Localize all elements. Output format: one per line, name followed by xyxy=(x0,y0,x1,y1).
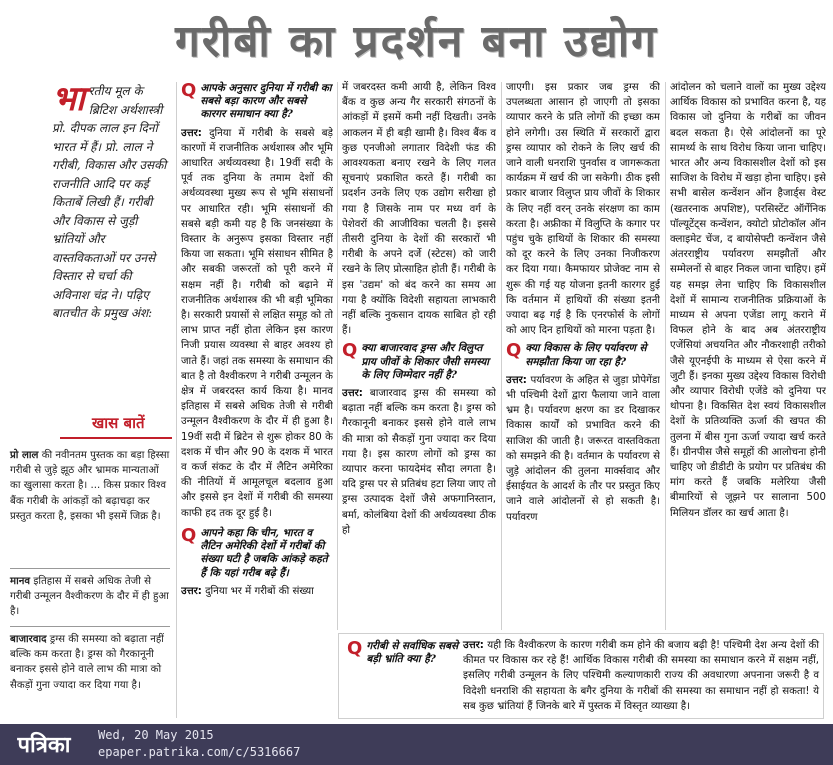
question-text: क्या विकास के लिए पर्यावरण से समझौता किया जा रहा है? xyxy=(525,342,647,368)
column-rule xyxy=(501,82,502,630)
page-title: गरीबी का प्रदर्शन बना उद्योग xyxy=(175,16,658,67)
bottom-qa-box xyxy=(338,633,824,719)
khas-item xyxy=(10,574,170,620)
question xyxy=(347,640,459,666)
question-icon: Q xyxy=(347,638,363,659)
question-text: गरीबी से सर्वाधिक सबसे बड़ी भ्रांति क्या है? xyxy=(366,640,459,666)
edition-date: Wed, 20 May 2015 xyxy=(98,728,214,742)
column-rule xyxy=(337,82,338,630)
answer-text: बाजारवाद ड्रग्स की समस्या को बढ़ाता नहीं बल्कि कम करता है। ड्रग्स को गैरकानूनी बनाकर इससे होने वाले लाभ की मात्रा को सैकड़ों गुना ज्यादा कर दिया गया है। इस कारण लोगों को ड्रग्स का व्यापार करना फायदेमंद सौदा लगता है। यदि ड्रग्स पर से प्रतिबंध हटा लिया जाए तो ड्रग्स उत्पादक देशों जैसे अफगानिस्तान, बर्मा, कोलंबिया देशों की अर्थव्यवस्था ठीक हो xyxy=(342,388,496,536)
khas-baatein-title: खास बातें xyxy=(92,414,145,432)
answer xyxy=(463,638,819,714)
answer-label: उत्तर: xyxy=(342,388,363,400)
question xyxy=(506,342,660,368)
khas-item xyxy=(10,632,170,693)
question xyxy=(181,524,333,580)
answer-label: उत्तर: xyxy=(463,640,484,651)
column-2 xyxy=(181,80,333,720)
question-icon: Q xyxy=(181,524,197,546)
answer-label: उत्तर: xyxy=(181,127,202,139)
question-text: आपने कहा कि चीन, भारत व लैटिन अमेरिकी देशों में गरीबों की संख्या घटी है जबकि आंकड़े कहते हैं कि यहां गरीब बढ़े हैं। xyxy=(200,526,328,579)
column-rule xyxy=(176,82,177,718)
column-rule xyxy=(665,82,666,630)
dropcap: भा xyxy=(52,82,85,119)
question-text: क्या बाजारवाद ड्रग्स और विलुप्त प्राय जीवों के शिकार जैसी समस्या के लिए जिम्मेदार नहीं है? xyxy=(361,342,489,381)
footer-bar xyxy=(0,724,833,765)
intro-text xyxy=(52,82,170,323)
khas-item xyxy=(10,448,170,524)
khas-item-keyword: मानव xyxy=(10,576,31,587)
answer-continued: जाएगी। इस प्रकार जब ड्रग्स की उपलब्धता आसान हो जाएगी तो इसका व्यापार करने के प्रति लोगों की इच्छा कम होने लगेगी। उस स्थिति में सरकारों द्वारा ड्रग्स व्यापार को रोकने के लिए खर्च की जाने वाली धनराशि पुनर्वास व जागरूकता कार्यक्रम में खर्च की जा सकेगी। ठीक इसी प्रकार बाजार विलुप्त प्राय जीवों के शिकार के लिए नहीं वरन् उनके संरक्षण का काम करता है। अफ्रीका में विलुप्ति के कगार पर पहुंच चुके हाथियों के शिकार की समस्या को दूर करने के लिए उनका निजीकरण कर दिया गया। कैमफायर प्रोजेक्ट नाम से शुरू की गई यह योजना इतनी कारगर हुई कि वर्तमान में हाथियों की संख्या इतनी ज्यादा बढ़ गई है कि एनरफोर्स के लोगों को आए दिन हाथियों को मारना पड़ता है। xyxy=(506,82,660,337)
khas-item-text: की नवीनतम पुस्तक का बड़ा हिस्सा गरीबी से जुड़े झूठ और भ्रामक मान्यताओं का खुलासा करता है। ... किस प्रकार विश्व बैंक गरीबी के आंकड़ों को बढ़ाचढ़ा कर प्रस्तुत करता है, इसका भी इसमें जिक्र है। xyxy=(10,450,170,522)
answer xyxy=(506,373,660,525)
answer-text: पर्यावरण के अहित से जुड़ा प्रोपेगेंडा भी पश्चिमी देशों द्वारा फैलाया जाने वाला भ्रम है। पर्यावरण क्षरण का डर दिखाकर विकास कार्यों को प्रभावित करने की साजिश की जाती है। जरूरत वास्तविकता को समझने की है। वर्तमान के पर्यावरण से जुड़े आंदोलन की तुलना मार्क्सवाद और ईसाईयत के आदर्श के तौर पर प्रस्तुत किए जाने वाले आंदोलनों से हो सकती है। पर्यावरण xyxy=(506,374,660,523)
headline-bar xyxy=(0,0,833,78)
question-text: आपके अनुसार दुनिया में गरीबी का सबसे बड़ा कारण और सबसे कारगर समाधान क्या है? xyxy=(200,82,332,121)
question xyxy=(181,82,333,122)
answer xyxy=(342,386,496,538)
khas-item-keyword: बाजारवाद xyxy=(10,634,47,645)
column-5 xyxy=(670,80,826,630)
khas-item-text: इतिहास में सबसे अधिक तेजी से गरीबी उन्मूलन वैश्वीकरण के दौर में ही हुआ है। xyxy=(10,576,169,618)
answer-text: दुनिया भर में गरीबों की संख्या xyxy=(205,585,314,597)
question-icon: Q xyxy=(506,340,522,362)
column-4 xyxy=(506,80,660,630)
answer xyxy=(181,584,333,599)
khas-item-text: ड्रग्स की समस्या को बढ़ाता नहीं बल्कि कम करता है। ड्रग्स को गैरकानूनी बनाकर इससे होने वाले लाभ की मात्रा को सैकड़ों गुना ज्यादा कर दिया गया है। xyxy=(10,634,164,691)
column-3 xyxy=(342,80,496,630)
answer-text: दुनिया में गरीबी के सबसे बड़े कारणों में राजनीतिक अर्थशास्त्र और भूमि आधारित अर्थव्यवस्था है। 19वीं सदी के पूर्व तक दुनिया के तमाम देशों की अर्थव्यवस्था मुख्य रूप से भूमि संसाधनों पर आधारित रही। भूमि संसाधनों की सबसे बड़ी कमी यह है कि जनसंख्या के विस्तार के अनुरूप इसका विस्तार नहीं किया जा सकता। भूमि संसाधन सीमित है और सबकी जरूरतों को पूरी करने में सक्षम नहीं है। गरीबी को बढ़ाने में राजनीतिक अर्थशास्त्र की भी बड़ी भूमिका है। सरकारी प्रयासों से लक्षित समूह को तो लाभ प्राप्त नहीं होता लेकिन इस कारण निजी प्रयास व्यवस्था से बाहर अवश्य हो जाते हैं। जहां तक समस्या के समाधान की बात है तो वैश्वीकरण ने गरीबी उन्मूलन के क्षेत्र में जबरदस्त कार्य किया है। मानव इतिहास में सबसे अधिक तेजी से गरीबी उन्मूलन वैश्वीकरण के दौर में ही हुआ है। 19वीं सदी में ब्रिटेन से शुरू होकर 80 के दशक में चीन और 90 के दशक में भारत व कर्ज संकट के दौर में लैटिन अमेरिका की नीतियों में आमूलचूल बदलाव हुआ और इससे इन देशों में गरीबी की समस्या काफी हद तक दूर हुई है। xyxy=(181,127,333,519)
answer-text: यही कि वैश्वीकरण के कारण गरीबी कम होने की बजाय बढ़ी है! पश्चिमी देश अन्य देशों की कीमत पर विकास कर रहे हैं! आर्थिक विकास गरीबी की समस्या का समाधान करने में सक्षम नहीं, इसलिए गरीबी उन्मूलन के लिए पश्चिमी कल्याणकारी राज्य की अवधारणा अपनाना जरूरी है व विदेशी धनराशि की सहायता के बगैर दुनिया के गरीबों की समस्या का समाधान नहीं हो सकता! ये सब कुछ भ्रांतियां हैं जिनके बारे में पुस्तक में विस्तृत व्याख्या है। xyxy=(463,640,819,712)
answer-label: उत्तर: xyxy=(181,585,202,597)
answer-continued: में जबरदस्त कमी आयी है, लेकिन विश्व बैंक व कुछ अन्य गैर सरकारी संगठनों के आंकड़ों में इसमें कमी नहीं दिखती। उनके आकलन में ही बड़ी खामी है। विश्व बैंक व कुछ एनजीओ लगातार विदेशी फंड की आवश्यकता बनाए रखने के लिए गलत सूचनाएं प्रकाशित करते हैं। गरीबी का प्रदर्शन उनके लिए एक उद्योग सरीखा हो गया है जिसके नाम पर मध्य वर्ग के पेशेवरों की आजीविका चलती है। इससे तीसरी दुनिया के देशों की सरकारों भी गरीबी के अपने दर्जे (स्टेटस) को जारी रखने के लिए प्रोत्साहित होती हैं। गरीबी के इस 'उद्यम' को बंद करने का समय आ गया है क्योंकि विदेशी सहायता लाभकारी नहीं बल्कि नुकसान दायक साबित हो रही हैं। xyxy=(342,82,496,337)
patrika-logo[interactable]: पत्रिका xyxy=(17,732,71,758)
intro-body: रतीय मूल के ब्रिटिश अर्थशास्त्री प्रो. दीपक लाल इन दिनों भारत में हैं। प्रो. लाल ने गरीबी, विकास और उसकी राजनीति आदि पर कई किताबें लिखी हैं। गरीबी और विकास से जुड़ी भ्रांतियों और वास्तविकताओं पर उनसे विस्तार से चर्चा की अविनाश चंद्र ने। पढ़िए बातचीत के प्रमुख अंश: xyxy=(52,84,167,320)
answer-label: उत्तर: xyxy=(506,374,527,386)
khas-item-keyword: प्रो लाल xyxy=(10,450,39,461)
answer xyxy=(181,126,333,521)
question-icon: Q xyxy=(181,80,197,101)
divider xyxy=(10,568,170,569)
divider xyxy=(10,626,170,627)
epaper-link[interactable]: epaper.patrika.com/c/5316667 xyxy=(98,745,301,759)
khas-baatein-underline xyxy=(60,437,172,439)
question-icon: Q xyxy=(342,340,358,362)
answer-continued: आंदोलन को चलाने वालों का मुख्य उद्देश्य आर्थिक विकास को प्रभावित करना है, यह विकास जो दुनिया के गरीबों का जीवन बदल सकता है। ऐसे आंदोलनों का पूरे सामर्थ्य के साथ विरोध किया जाना चाहिए। भारत और अन्य विकासशील देशों को इस साजिश के विरोध में खड़ा होना चाहिए। इसे सभी बासेल कन्वेंशन ऑन हैजार्ड्स वेस्ट (खतरनाक अपशिष्ट), परसिस्टेंट ऑर्गेनिक पॉल्यूटेंट्स कन्वेंशन, क्योटो प्रोटोकॉल ऑन क्लाइमेट चेंज, द बायोसेफ्टी कन्वेंशन जैसे अंतरराष्ट्रीय पर्यावरण समझौतों और सम्मेलनों से बाहर निकल जाना चाहिए। हमें यह समझ लेना चाहिए कि विकासशील देशों में सामान्य राजनीतिक प्रक्रियाओं के माध्यम से अपना एजेंडा लागू कराने में विफल होने के बाद अब अंतरराष्ट्रीय एजेंसियां अचयनित और नौकरशाही तरीको जैसे यूएनईपी के माध्यम से ऐसा करने में जुटी हैं। इनका मुख्य उद्देश्य विकास विरोधी और व्यापार विरोधी एजेंडे को दुनिया पर थोपना है। विकसित देश स्वयं विकासशील देशों के प्रतिव्यक्ति ऊर्जा की खपत की तुलना में बीस गुना ऊर्जा ज्यादा खर्च करते हैं। ग्रीनपीस जैसे समूहों की आलोचना होनी चाहिए जो डीडीटी के प्रयोग पर प्रतिबंध की मांग करते हैं जबकि मलेरिया जैसी बीमारियों से जूझने पर सालाना 500 मिलियन डॉलर का खर्च आता है। xyxy=(670,82,826,519)
question xyxy=(342,342,496,382)
